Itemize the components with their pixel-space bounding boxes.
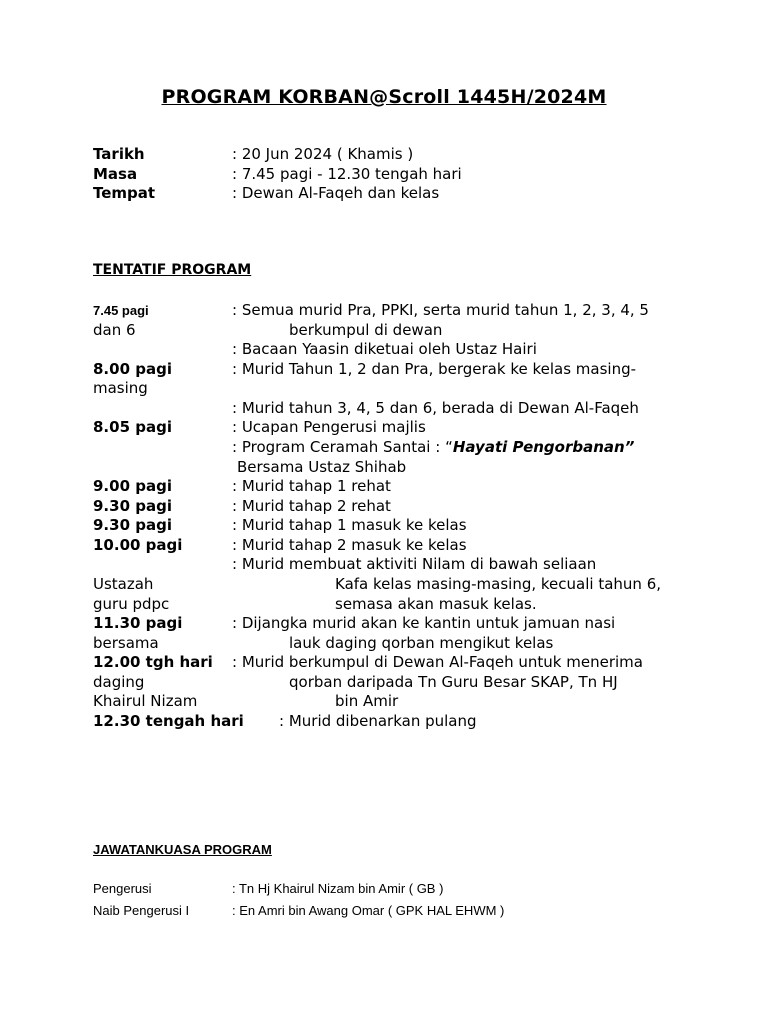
time-1200: 12.00 tgh hari [93,653,213,671]
item-1200: : Murid berkumpul di Dewan Al-Faqeh untuk menerima [232,653,643,671]
item-ceramah-prefix: : Program Ceramah Santai : “ [232,438,453,456]
item-1200-cont-2: bin Amir [335,692,399,710]
item-800: : Murid Tahun 1, 2 dan Pra, bergerak ke kelas masing- [232,360,637,378]
item-1000: : Murid tahap 2 masuk ke kelas [232,536,467,554]
item-1200-cont-1: qorban daripada Tn Guru Besar SKAP, Tn HJ [289,673,618,691]
item-1200-left-1: daging [93,673,145,691]
page-title: PROGRAM KORBAN@Scroll 1445H/2024M [161,86,607,108]
item-1130: : Dijangka murid akan ke kantin untuk jamuan nasi [232,614,616,632]
item-yaasin: : Bacaan Yaasin diketuai oleh Ustaz Hairi [232,340,537,358]
item-1230: : Murid dibenarkan pulang [279,712,477,730]
item-1200-left-2: Khairul Nizam [93,692,198,710]
nilam-cont-1: Kafa kelas masing-masing, kecuali tahun 6, [335,575,662,593]
item-930a: : Murid tahap 2 rehat [232,497,391,515]
time-745: 7.45 pagi [93,303,149,318]
time-1130: 11.30 pagi [93,614,183,632]
item-800-b: : Murid tahun 3, 4, 5 dan 6, berada di Dewan Al-Faqeh [232,399,639,417]
role-naib-pengerusi: Naib Pengerusi I [93,903,190,918]
item-ceramah [232,438,634,457]
time-900: 9.00 pagi [93,477,172,495]
nilam-cont-2: semasa akan masuk kelas. [335,595,537,613]
tarikh-label: Tarikh [93,145,145,163]
item-805: : Ucapan Pengerusi majlis [232,418,426,436]
time-800-cont: masing [93,379,148,397]
tempat-value: : Dewan Al-Faqeh dan kelas [232,184,440,202]
tarikh-value: : 20 Jun 2024 ( Khamis ) [232,145,414,163]
item-745: : Semua murid Pra, PPKI, serta murid tahun 1, 2, 3, 4, 5 [232,301,649,319]
tempat-label: Tempat [93,184,156,202]
item-900: : Murid tahap 1 rehat [232,477,391,495]
item-ceramah-cont: Bersama Ustaz Shihab [237,458,407,476]
time-1230: 12.30 tengah hari [93,712,244,730]
masa-label: Masa [93,165,138,183]
name-pengerusi: : Tn Hj Khairul Nizam bin Amir ( GB ) [232,881,444,896]
item-1130-left: bersama [93,634,159,652]
time-1000: 10.00 pagi [93,536,183,554]
item-nilam: : Murid membuat aktiviti Nilam di bawah seliaan [232,555,597,573]
name-naib-pengerusi: : En Amri bin Awang Omar ( GPK HAL EHWM ) [232,903,505,918]
time-800: 8.00 pagi [93,360,172,378]
time-745-cont: dan 6 [93,321,136,339]
item-930b: : Murid tahap 1 masuk ke kelas [232,516,467,534]
item-ceramah-theme: Hayati Pengorbanan” [452,438,635,456]
masa-value: : 7.45 pagi - 12.30 tengah hari [232,165,462,183]
time-930a: 9.30 pagi [93,497,172,515]
nilam-left-2: guru pdpc [93,595,170,613]
item-1130-cont: lauk daging qorban mengikut kelas [289,634,554,652]
item-745-cont: berkumpul di dewan [289,321,443,339]
role-pengerusi: Pengerusi [93,881,152,896]
jawatankuasa-heading: JAWATANKUASA PROGRAM [93,842,272,857]
time-930b: 9.30 pagi [93,516,172,534]
nilam-left-1: Ustazah [93,575,154,593]
tentatif-heading: TENTATIF PROGRAM [93,262,252,278]
time-805: 8.05 pagi [93,418,172,436]
